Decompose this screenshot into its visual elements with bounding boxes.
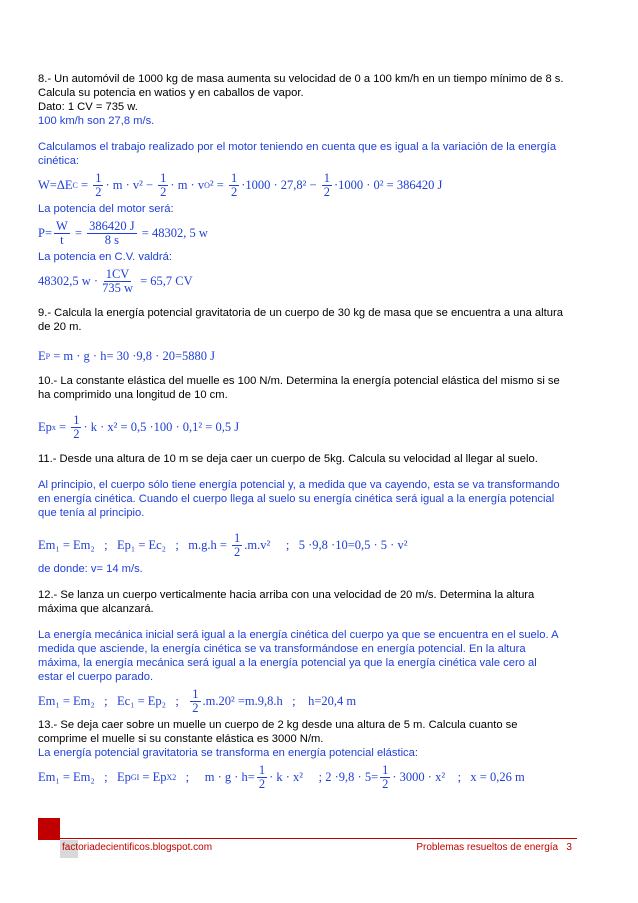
problem-8-statement-line2: Calcula su potencia en watios y en caballos de vapor. bbox=[38, 87, 304, 99]
potential-energy-equation: E P = m · g · h= 30 ·9,8 · 20=5880 J bbox=[38, 348, 215, 363]
elastic-energy-equation: Ep x = $\frac{1}{2}$ · k · x² = 0,5 ·100 · 0,1² = 0,5 J bbox=[38, 412, 240, 441]
problem-11-statement: 11.- Desde una altura de 10 m se deja caer un cuerpo de 5kg. Calcula su velocidad al llegar al suelo. bbox=[38, 453, 538, 465]
problem-8-conversion: 100 km/h son 27,8 m/s. bbox=[38, 115, 155, 127]
fraction: $\frac{1}{2}$ bbox=[160, 170, 167, 199]
problem-12-explanation-line2: medida que asciende, la energía cinética se va transformándose en energía potencial. En la altura bbox=[38, 643, 526, 655]
footer-rule bbox=[60, 838, 577, 839]
compression-equation: Em₁ = Em₂ ; Ep GI = Ep X2 ; m · g · h= $\frac{1}{2}$ · k · x² ; 2 ·9,8 · 5= $\frac{1}{2}$ · 3000 · x² ; x = 0,26 m bbox=[38, 762, 525, 791]
cv-heading: La potencia en C.V. valdrá: bbox=[38, 251, 172, 263]
problem-12-statement-line2: máxima que alcanzará. bbox=[38, 603, 154, 615]
problem-8-explanation-line1: Calculamos el trabajo realizado por el motor teniendo en cuenta que es igual a la variación de la energía bbox=[38, 141, 557, 153]
problem-11-explanation-line3: que tenía al principio. bbox=[38, 507, 145, 519]
problem-11-explanation-line1: Al principio, el cuerpo sólo tiene energía potencial y, a medida que va cayendo, esta se va transformando bbox=[38, 479, 560, 491]
problem-9-statement-line2: de 20 m. bbox=[38, 321, 82, 333]
problem-12-explanation-line4: estar el cuerpo parado. bbox=[38, 671, 154, 683]
problem-9-statement-line1: 9.- Calcula la energía potencial gravitatoria de un cuerpo de 30 kg de masa que se encuentra a una altura bbox=[38, 307, 563, 319]
document-content bbox=[38, 72, 598, 794]
work-equation: W=ΔE C = $\frac{1}{2}$ · m · v² − $\frac{1}{2}$ · m · v O ² = $\frac{1}{2}$ ·1000 · 27,8² − $\frac{1}{2}$ ·1000 · 0² = 386420 J bbox=[38, 170, 443, 199]
problem-12-explanation-line1: La energía mecánica inicial será igual a la energía cinética del cuerpo ya que se encuentra en el suelo. A bbox=[38, 629, 559, 641]
fraction: $\frac{1}{2}$ bbox=[230, 170, 238, 199]
problem-13-statement-line2: comprime el muelle si su constante elástica es 3000 N/m. bbox=[38, 733, 324, 745]
problem-8-data: Dato: 1 CV = 735 w. bbox=[38, 101, 138, 113]
fraction: $\frac{1}{2}$ bbox=[192, 686, 199, 715]
energy-conservation-equation: Em₁ = Em₂ ; Ep₁ = Ec₂ ; m.g.h = $\frac{1}{2}$ .m.v² ; 5 ·9,8 ·10=0,5 · 5 · v² bbox=[38, 530, 408, 559]
footer-page-title: Problemas resueltos de energía 3 bbox=[416, 842, 572, 853]
problem-8-explanation-line2: cinética: bbox=[38, 155, 80, 167]
fraction: $\frac{1CV}{735 w}$ bbox=[102, 266, 133, 295]
problem-11-explanation-line2: en energía cinética. Cuando el cuerpo llega al suelo su energía cinética será igual a la energía potencial bbox=[38, 493, 555, 505]
cv-equation: 48302,5 w · $\frac{1CV}{735 w}$ = 65,7 CV bbox=[38, 266, 193, 295]
fraction: $\frac{386420 J}{8 s}$ bbox=[89, 218, 135, 247]
problem-10-statement-line1: 10.- La constante elástica del muelle es 100 N/m. Determina la energía potencial elástica del mismo si se bbox=[38, 375, 560, 387]
power-equation: P= $\frac{W}{t}$ = $\frac{386420 J}{8 s}$ = 48302, 5 w bbox=[38, 218, 208, 247]
power-heading: La potencia del motor será: bbox=[38, 203, 174, 215]
fraction: $\frac{1}{2}$ bbox=[258, 762, 266, 791]
fraction: $\frac{W}{t}$ bbox=[56, 218, 68, 247]
problem-10-statement-line2: ha comprimido una longitud de 10 cm. bbox=[38, 389, 228, 401]
problem-13-statement-line1: 13.- Se deja caer sobre un muelle un cuerpo de 2 kg desde una altura de 5 m. Calcula cuanto se bbox=[38, 719, 518, 731]
problem-11-result: de donde: v= 14 m/s. bbox=[38, 563, 143, 575]
problem-8-statement-line1: 8.- Un automóvil de 1000 kg de masa aumenta su velocidad de 0 a 100 km/h en un tiempo mínimo de 8 s. bbox=[38, 73, 564, 85]
fraction: $\frac{1}{2}$ bbox=[234, 530, 241, 559]
fraction: $\frac{1}{2}$ bbox=[73, 412, 80, 441]
fraction: $\frac{1}{2}$ bbox=[382, 762, 389, 791]
footer-blog-url: factoriadecientificos.blogspot.com bbox=[62, 842, 213, 853]
footer-red-square bbox=[38, 818, 60, 840]
fraction: $\frac{1}{2}$ bbox=[95, 170, 102, 199]
height-equation: Em₁ = Em₂ ; Ec₁ = Ep₂ ; $\frac{1}{2}$ .m.20² =m.9,8.h ; h=20,4 m bbox=[38, 686, 357, 715]
fraction: $\frac{1}{2}$ bbox=[323, 170, 330, 199]
problem-13-explanation: La energía potencial gravitatoria se transforma en energía potencial elástica: bbox=[38, 747, 418, 759]
problem-12-statement-line1: 12.- Se lanza un cuerpo verticalmente hacia arriba con una velocidad de 20 m/s. Determina la altura bbox=[38, 589, 535, 601]
problem-12-explanation-line3: máxima, la energía mecánica será igual a la energía potencial ya que la energía cinética vale cero al bbox=[38, 657, 537, 669]
